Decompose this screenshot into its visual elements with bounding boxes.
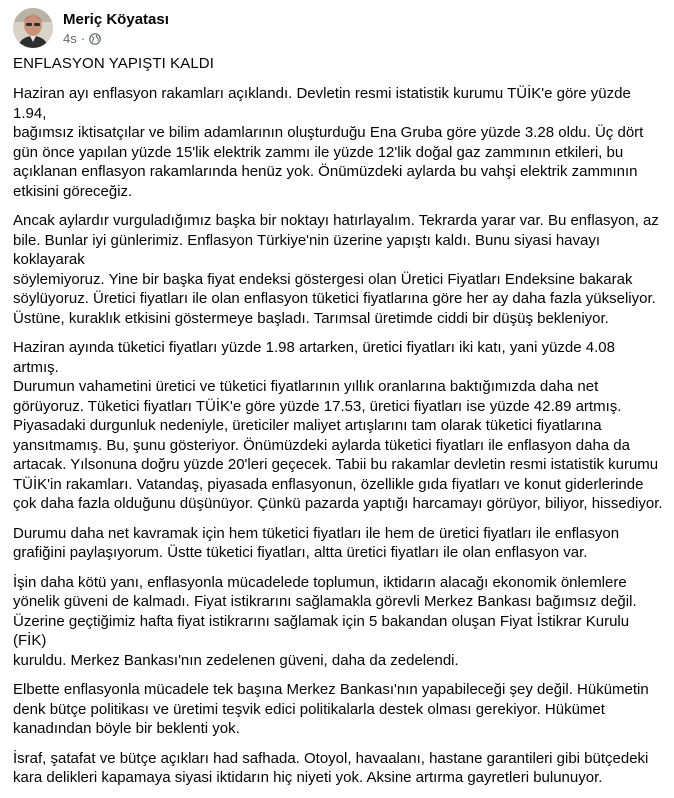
avatar-photo xyxy=(13,8,53,48)
paragraph-2: Ancak aylardır vurguladığımız başka bir noktayı hatırlayalım. Tekrarda yarar var. Bu enflasyon, az bile. Bunlar iyi günlerimiz. Enflasyon Türkiye'nin üzerine yapıştı kaldı. Bunu siyasi havayı koklayarak söylemiyoruz. Yine bir başka fiyat endeksi göstergesi olan Üretici Fiyatları Endeksine bakarak söylüyoruz. Üretici fiyatları ile olan enflasyon tüketici fiyatlarına göre her ay daha fazla yükseliyor. Üstüne, kuraklık etkisini göstermeye başladı. Tarımsal üretimde ciddi bir düşüş bekleniyor. xyxy=(13,212,659,327)
globe-icon[interactable] xyxy=(89,32,101,44)
post-meta xyxy=(63,10,169,47)
avatar[interactable] xyxy=(13,8,53,48)
separator-dot: · xyxy=(80,30,86,46)
post-timestamp[interactable]: 4s xyxy=(63,30,77,46)
post-title: ENFLASYON YAPIŞTI KALDI xyxy=(13,55,214,72)
post-header xyxy=(13,8,169,48)
paragraph-6: Elbette enflasyonla mücadele tek başına Merkez Bankası'nın yapabileceği şey değil. Hükümetin denk bütçe politikası ve üretimi teşvik edici politikalarla destek olması gerekiyor. Hükümet kanadından böyle bir beklenti yok. xyxy=(13,681,649,737)
author-name[interactable]: Meriç Köyatası xyxy=(63,10,169,28)
post-subline xyxy=(63,30,169,47)
paragraph-5: İşin daha kötü yanı, enflasyonla mücadelede toplumun, iktidarın alacağı ekonomik önlemlere yönelik güveni de kalmadı. Fiyat istikrarını sağlamakla görevli Merkez Bankası bağımsız değil. Üzerine geçtiğimiz hafta fiyat istikrarını sağlamak için 5 bakandan oluşan Fiyat İstikrar Kurulu (FİK) kuruldu. Merkez Bankası'nın zedelenen güveni, daha da zedelendi. xyxy=(13,573,637,669)
paragraph-4: Durumu daha net kavramak için hem tüketici fiyatları ile hem de üretici fiyatları ile enflasyon grafiğini paylaşıyorum. Üstte tüketici fiyatları, altta üretici fiyatları ile olan enflasyon var. xyxy=(13,524,620,561)
paragraph-1: Haziran ayı enflasyon rakamları açıklandı. Devletin resmi istatistik kurumu TÜİK'e göre yüzde 1.94, bağımsız iktisatçılar ve bilim adamlarının oluşturduğu Ena Gruba göre yüzde 3.28 oldu. Üç dört gün önce yapılan yüzde 15'lik elektrik zammı ile yüzde 12'lik doğal gaz zammının etkileri, bu açıklanan enflasyon rakamlarında henüz yok. Önümüzdeki aylarda bu vahşi elektrik zammının etkisini göreceğiz. xyxy=(13,85,644,200)
paragraph-3: Haziran ayında tüketici fiyatları yüzde 1.98 artarken, üretici fiyatları iki katı, yani yüzde 4.08 artmış. Durumun vahametini üretici ve tüketici fiyatlarının yıllık oranlarına baktığımızda daha net görüyoruz. Tüketici fiyatları TÜİK'e göre yüzde 17.53, üretici fiyatları ise yüzde 42.89 artmış. Piyasadaki durgunluk nedeniyle, üreticiler maliyet artışlarını tam olarak tüketici fiyatlarına yansıtmamış. Bu, şunu gösteriyor. Önümüzdeki aylarda tüketici fiyatları ile enflasyon daha da artacak. Yılsonuna doğru yüzde 20'leri geçecek. Tabii bu rakamlar devletin resmi istatistik kurumu TÜİK'in rakamları. Vatandaş, piyasada enflasyonun, özellikle gıda fiyatları ve konut giderlerinde çok daha fazla olduğunu düşünüyor. Çünkü pazarda yaptığı harcamayı görüyor, biliyor, hissediyor. xyxy=(13,339,663,512)
paragraph-7: İsraf, şatafat ve bütçe açıkları had safhada. Otoyol, havaalanı, hastane garantileri gibi bütçedeki kara delikleri kapamaya siyasi iktidarın hiç niyeti yok. Aksine artırma gayretleri bulunuyor. xyxy=(13,749,649,786)
